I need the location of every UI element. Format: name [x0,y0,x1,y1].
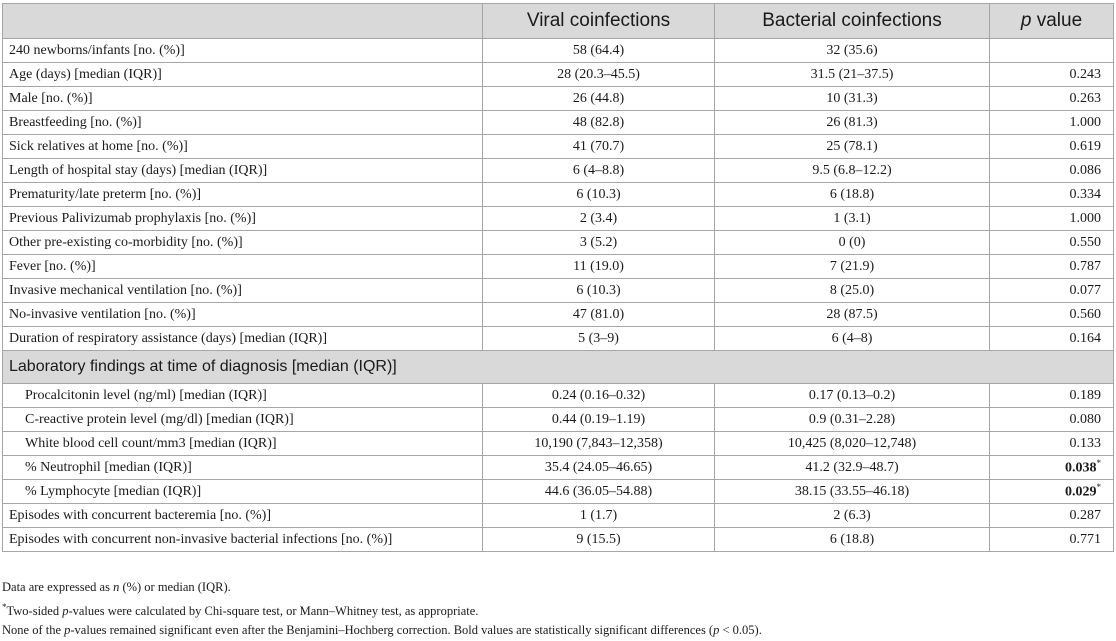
bacterial-value: 41.2 (32.9–48.7) [715,456,990,480]
table-row [3,432,1114,456]
p-value: 0.619 [990,135,1114,159]
table-row [3,504,1114,528]
bacterial-value: 0.17 (0.13–0.2) [715,384,990,408]
row-label: Prematurity/late preterm [no. (%)] [3,183,483,207]
bacterial-value: 9.5 (6.8–12.2) [715,159,990,183]
p-value: 0.560 [990,303,1114,327]
bacterial-value: 10 (31.3) [715,87,990,111]
bacterial-value: 1 (3.1) [715,207,990,231]
viral-value: 0.24 (0.16–0.32) [483,384,715,408]
row-label: Episodes with concurrent bacteremia [no. (%)] [3,504,483,528]
bacterial-value: 0.9 (0.31–2.28) [715,408,990,432]
row-label: % Lymphocyte [median (IQR)] [3,480,483,504]
table-row [3,303,1114,327]
viral-value: 0.44 (0.19–1.19) [483,408,715,432]
table-row [3,135,1114,159]
p-value: 0.029* [990,480,1114,504]
viral-value: 6 (10.3) [483,279,715,303]
table-row [3,231,1114,255]
bacterial-value: 25 (78.1) [715,135,990,159]
header-blank [3,4,483,39]
p-value: 0.164 [990,327,1114,351]
p-value: 1.000 [990,207,1114,231]
viral-value: 26 (44.8) [483,87,715,111]
viral-value: 48 (82.8) [483,111,715,135]
p-value [990,39,1114,63]
table-row [3,255,1114,279]
bacterial-value: 6 (18.8) [715,528,990,552]
p-value: 0.080 [990,408,1114,432]
bacterial-value: 6 (18.8) [715,183,990,207]
table-row [3,183,1114,207]
bacterial-value: 2 (6.3) [715,504,990,528]
row-label: No-invasive ventilation [no. (%)] [3,303,483,327]
table-row [3,456,1114,480]
table-row [3,111,1114,135]
row-label: Other pre-existing co-morbidity [no. (%)] [3,231,483,255]
p-value: 1.000 [990,111,1114,135]
table-row [3,279,1114,303]
p-value: 0.787 [990,255,1114,279]
row-label: Episodes with concurrent non-invasive bacterial infections [no. (%)] [3,528,483,552]
row-label: Length of hospital stay (days) [median (IQR)] [3,159,483,183]
viral-value: 1 (1.7) [483,504,715,528]
results-table [2,3,1114,552]
footnote-3: None of the p-values remained significant even after the Benjamini–Hochberg correction. Bold values are statistically significant differences (p < 0.05). [2,623,762,638]
header-viral: Viral coinfections [483,4,715,39]
table-row [3,207,1114,231]
bacterial-value: 28 (87.5) [715,303,990,327]
section-row-laboratory [3,351,1114,384]
viral-value: 47 (81.0) [483,303,715,327]
row-label: Sick relatives at home [no. (%)] [3,135,483,159]
table-row [3,408,1114,432]
p-value: 0.550 [990,231,1114,255]
viral-value: 35.4 (24.05–46.65) [483,456,715,480]
p-value: 0.189 [990,384,1114,408]
footnote-1: Data are expressed as n (%) or median (IQR). [2,580,231,594]
bacterial-value: 0 (0) [715,231,990,255]
table-row [3,63,1114,87]
row-label: Age (days) [median (IQR)] [3,63,483,87]
bacterial-value: 38.15 (33.55–46.18) [715,480,990,504]
viral-value: 9 (15.5) [483,528,715,552]
bacterial-value: 26 (81.3) [715,111,990,135]
table-row [3,39,1114,63]
viral-value: 2 (3.4) [483,207,715,231]
section-title: Laboratory findings at time of diagnosis [median (IQR)] [3,351,1114,384]
row-label: 240 newborns/infants [no. (%)] [3,39,483,63]
table-row [3,480,1114,504]
bacterial-value: 10,425 (8,020–12,748) [715,432,990,456]
row-label: Male [no. (%)] [3,87,483,111]
table-footnotes [2,578,762,641]
header-bacterial: Bacterial coinfections [715,4,990,39]
row-label: Procalcitonin level (ng/ml) [median (IQR)] [3,384,483,408]
viral-value: 6 (10.3) [483,183,715,207]
table-row [3,87,1114,111]
row-label: Invasive mechanical ventilation [no. (%)] [3,279,483,303]
table-row [3,159,1114,183]
p-value: 0.263 [990,87,1114,111]
p-value: 0.334 [990,183,1114,207]
bacterial-value: 32 (35.6) [715,39,990,63]
p-value: 0.086 [990,159,1114,183]
viral-value: 10,190 (7,843–12,358) [483,432,715,456]
p-value: 0.133 [990,432,1114,456]
row-label: White blood cell count/mm3 [median (IQR)] [3,432,483,456]
bacterial-value: 7 (21.9) [715,255,990,279]
row-label: % Neutrophil [median (IQR)] [3,456,483,480]
p-value: 0.038* [990,456,1114,480]
row-label: C-reactive protein level (mg/dl) [median (IQR)] [3,408,483,432]
table-row [3,327,1114,351]
viral-value: 3 (5.2) [483,231,715,255]
viral-value: 6 (4–8.8) [483,159,715,183]
viral-value: 58 (64.4) [483,39,715,63]
table-row [3,528,1114,552]
p-value: 0.287 [990,504,1114,528]
footnote-2: *Two-sided p-values were calculated by Chi-square test, or Mann–Whitney test, as appropriate. [2,601,479,618]
table-row [3,384,1114,408]
p-value: 0.243 [990,63,1114,87]
row-label: Previous Palivizumab prophylaxis [no. (%)] [3,207,483,231]
header-p-value: p value [990,4,1114,39]
viral-value: 41 (70.7) [483,135,715,159]
row-label: Breastfeeding [no. (%)] [3,111,483,135]
bacterial-value: 31.5 (21–37.5) [715,63,990,87]
row-label: Fever [no. (%)] [3,255,483,279]
viral-value: 28 (20.3–45.5) [483,63,715,87]
p-value: 0.077 [990,279,1114,303]
bacterial-value: 8 (25.0) [715,279,990,303]
bacterial-value: 6 (4–8) [715,327,990,351]
header-row [3,4,1114,39]
p-value: 0.771 [990,528,1114,552]
row-label: Duration of respiratory assistance (days) [median (IQR)] [3,327,483,351]
viral-value: 11 (19.0) [483,255,715,279]
viral-value: 44.6 (36.05–54.88) [483,480,715,504]
viral-value: 5 (3–9) [483,327,715,351]
